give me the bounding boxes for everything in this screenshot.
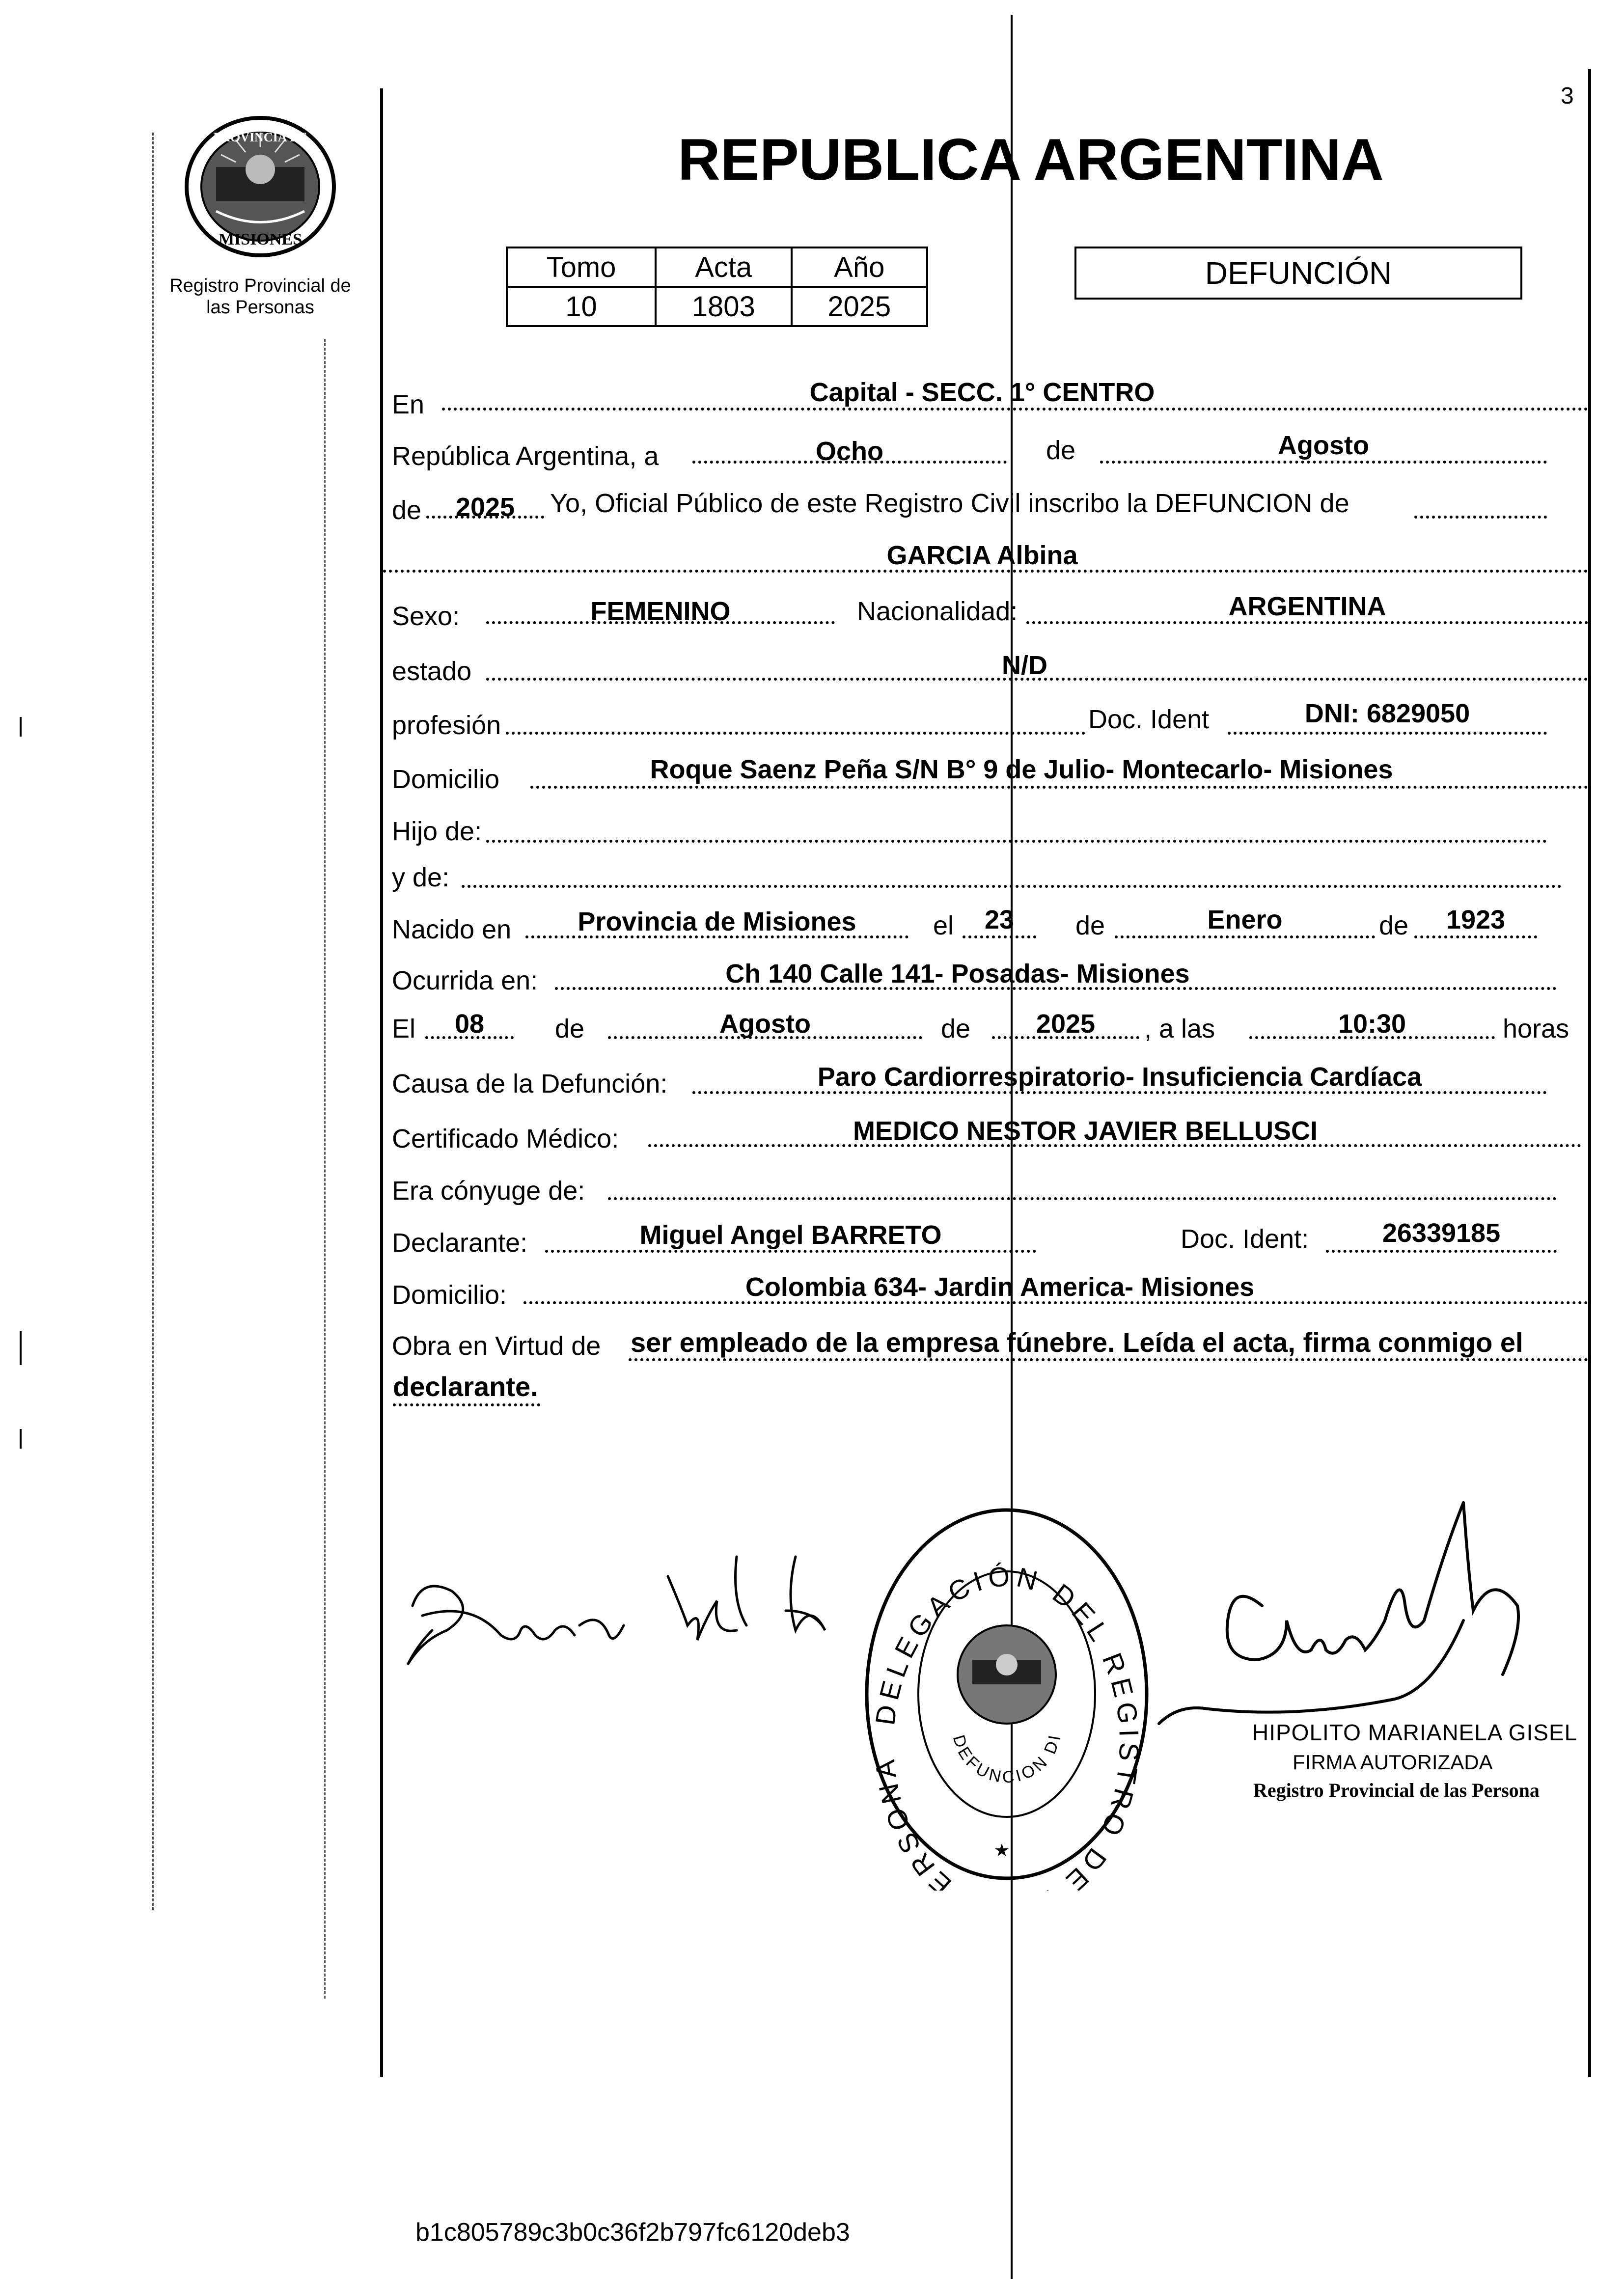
defuncion-mes: Agosto [719, 1009, 811, 1039]
defuncion-horas: horas [1503, 1014, 1569, 1043]
value-acta: 1803 [656, 287, 791, 326]
y-de-label: y de: [392, 863, 450, 892]
estado-label: estado [392, 657, 472, 686]
domicilio-declarante-value: Colombia 634- Jardin America- Misiones [745, 1272, 1255, 1302]
hijo-de-label: Hijo de: [392, 817, 482, 846]
domicilio-label: Domicilio [392, 765, 500, 794]
declarant-signature [393, 1517, 864, 1704]
margin-marks [20, 717, 25, 1552]
doc-ident-value: DNI: 6829050 [1304, 699, 1470, 728]
nacido-de: de [1075, 911, 1105, 940]
fecha-acta-anio: 2025 [455, 493, 515, 522]
nacionalidad-label: Nacionalidad: [857, 597, 1018, 626]
en-label: En [392, 390, 425, 419]
nacido-lugar: Provincia de Misiones [578, 907, 856, 936]
doc-ident-label: Doc. Ident [1088, 705, 1210, 734]
declarante-label: Declarante: [392, 1228, 528, 1258]
svg-text:MISIONES: MISIONES [218, 230, 303, 248]
ocurrida-value: Ch 140 Calle 141- Posadas- Misiones [725, 959, 1190, 988]
nacido-de2: de [1379, 911, 1409, 940]
defuncion-hora: 10:30 [1338, 1009, 1406, 1039]
record-type-box [1074, 247, 1522, 300]
defuncion-el: El [392, 1014, 416, 1043]
provincia-misiones-seal [182, 113, 339, 260]
conyuge-label: Era cónyuge de: [392, 1176, 585, 1206]
fecha-acta-label: República Argentina, a [392, 441, 659, 471]
declarante-doc-label: Doc. Ident: [1181, 1224, 1309, 1254]
registry-stamp [854, 1498, 1159, 1891]
registry-name: Registro Provincial de las Personas [169, 275, 351, 318]
obra-value-line1: ser empleado de la empresa fúnebre. Leída el acta, firma conmigo el [631, 1327, 1523, 1358]
right-frame-line [1588, 69, 1591, 2077]
nacido-mes: Enero [1207, 905, 1283, 934]
ocurrida-label: Ocurrida en: [392, 966, 538, 995]
document-hash: b1c805789c3b0c36f2b797fc6120deb3 [415, 2218, 850, 2247]
official-role: FIRMA AUTORIZADA [1293, 1751, 1493, 1774]
certificado-value: MEDICO NESTOR JAVIER BELLUSCI [853, 1116, 1318, 1146]
left-frame-line [380, 88, 383, 2077]
causa-value: Paro Cardiorrespiratorio- Insuficiencia Cardíaca [817, 1062, 1422, 1092]
declarante-value: Miguel Angel BARRETO [639, 1220, 942, 1250]
svg-text:PROVINCIA DE: PROVINCIA DE [213, 130, 307, 144]
causa-label: Causa de la Defunción: [392, 1069, 668, 1098]
defuncion-de2: de [941, 1014, 971, 1043]
official-name: HIPOLITO MARIANELA GISEL [1252, 1720, 1578, 1745]
nacido-anio: 1923 [1446, 905, 1506, 934]
defuncion-a-las: , a las [1144, 1014, 1215, 1043]
header-tomo: Tomo [507, 247, 656, 287]
declarante-doc-value: 26339185 [1382, 1218, 1501, 1248]
defuncion-de: de [555, 1014, 585, 1043]
page-title: REPUBLICA ARGENTINA [678, 127, 1384, 192]
fecha-acta-mes: Agosto [1278, 431, 1369, 460]
profesion-label: profesión [392, 711, 501, 740]
record-type: DEFUNCIÓN [1205, 255, 1392, 291]
domicilio-value: Roque Saenz Peña S/N B° 9 de Julio- Montecarlo- Misiones [650, 755, 1393, 784]
header-anio: Año [792, 247, 927, 287]
defuncion-anio: 2025 [1036, 1009, 1096, 1039]
nacido-dia: 23 [984, 905, 1015, 934]
fecha-acta-de: de [1046, 436, 1076, 465]
nacido-el: el [933, 911, 954, 940]
lugar-inscripcion: Capital - SECC. 1° CENTRO [809, 378, 1155, 407]
value-anio: 2025 [792, 287, 927, 326]
domicilio-declarante-label: Domicilio: [392, 1280, 507, 1310]
svg-text:DELEGACIÓN DEL REGISTRO DE LAS: DELEGACIÓN DEL REGISTRO DE ERSONA [869, 1560, 1145, 1891]
obra-label: Obra en Virtud de [392, 1331, 601, 1361]
defuncion-dia: 08 [454, 1009, 485, 1039]
certificado-label: Certificado Médico: [392, 1124, 619, 1153]
header-acta: Acta [656, 247, 791, 287]
svg-text:DEFUNCION DIGITAL: DEFUNCION DI [949, 1731, 1065, 1787]
page-number: 3 [1561, 83, 1574, 109]
fecha-acta-de2: de [392, 495, 422, 525]
fecha-acta-dia: Ocho [815, 437, 883, 466]
sexo-label: Sexo: [392, 602, 460, 631]
sexo-value: FEMENINO [590, 597, 731, 626]
nacionalidad-value: ARGENTINA [1228, 592, 1386, 621]
official-institution: Registro Provincial de las Persona [1253, 1779, 1540, 1801]
deceased-name: GARCIA Albina [886, 541, 1078, 570]
value-tomo: 10 [507, 287, 656, 326]
obra-value-line2: declarante. [393, 1371, 538, 1402]
estado-value: N/D [1002, 651, 1047, 680]
record-table [506, 247, 928, 327]
svg-text:★: ★ [993, 1840, 1010, 1860]
nacido-en-label: Nacido en [392, 915, 512, 944]
fecha-acta-intro: Yo, Oficial Público de este Registro Civil inscribo la DEFUNCION de [550, 489, 1349, 518]
